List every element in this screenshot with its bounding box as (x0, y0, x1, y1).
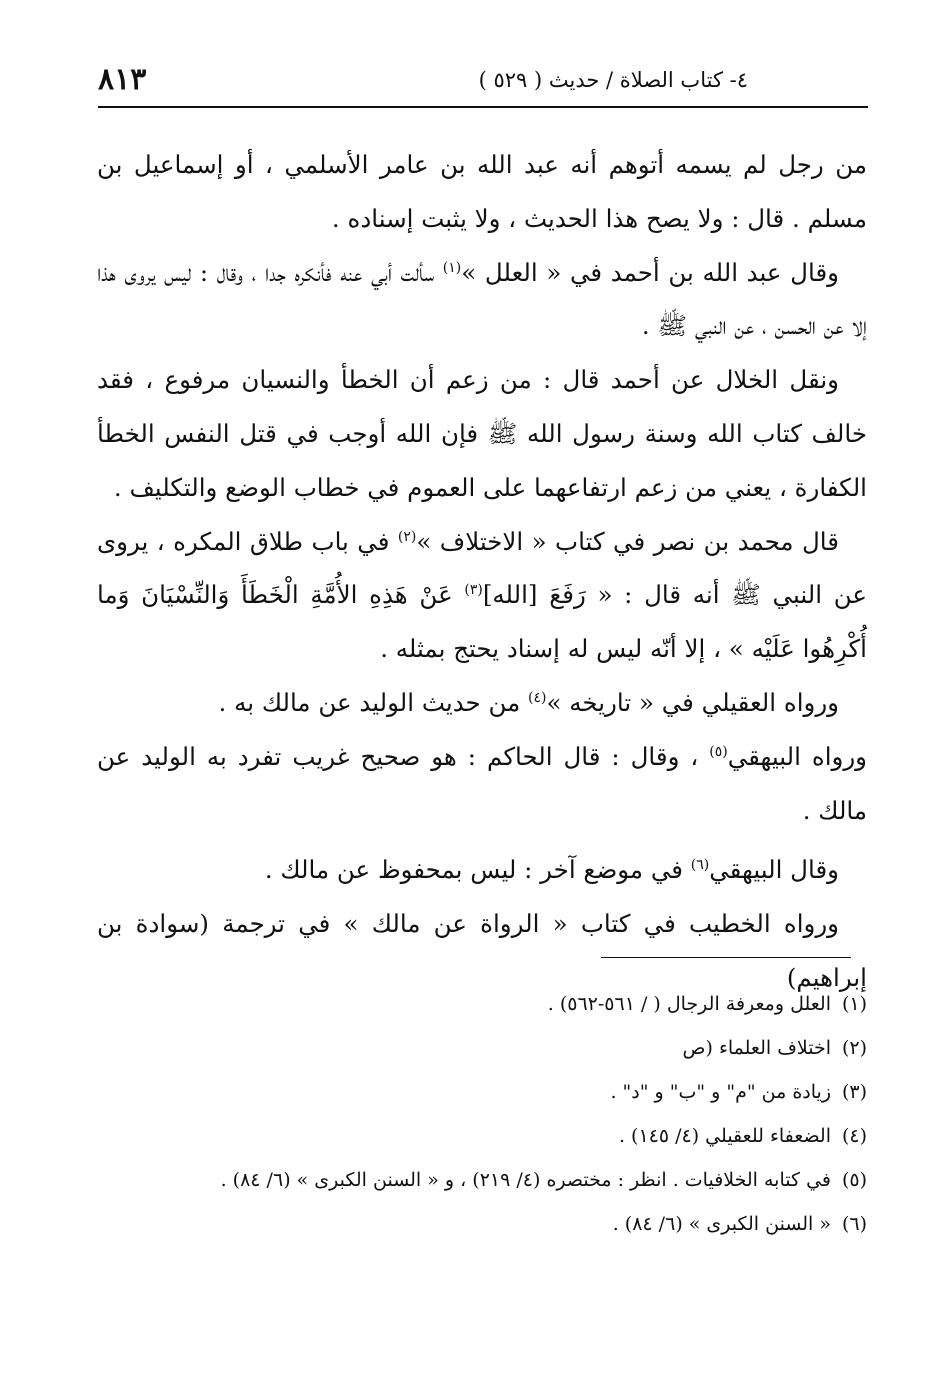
paragraph: ورواه العقيلي في « تاريخه »$^{(٤)}$ من حديث الوليد عن مالك به . (218, 687, 839, 717)
footnote-number: (٢) (841, 1037, 867, 1059)
footnote-ref: (١) (442, 259, 462, 276)
footnote-text: « السنن الكبرى » (٦/ ٨٤) . (612, 1213, 831, 1235)
running-title: ٤- كتاب الصلاة / حديث ( ٥٢٩ ) (478, 68, 748, 92)
footnote-number: (١) (841, 993, 867, 1015)
paragraph: قال محمد بن نصر في كتاب « الاختلاف »$^{(٢)}$ في باب طلاق المكره ، يروى عن النبي ﷺ أنه قال : « رَفَعَ [الله]$^{(٣)}$ عَنْ هَذِهِ الأُمَّةِ الْخَطَأَ وَالنِّسْيَانَ وَما أُكْرِهُوا عَلَيْه » ، إلا أنّه ليس له إسناد يحتج بمثله . (97, 526, 867, 664)
footnote-item (77, 1114, 867, 1158)
paragraph: ونقل الخلال عن أحمد قال : من زعم أن الخطأ والنسيان مرفوع ، فقد خالف كتاب الله وسنة رسول الله ﷺ فإن الله أوجب في قتل النفس الخطأ الكفارة ، يعني من زعم ارتفاعهما على العموم في خطاب الوضع والتكليف . (97, 365, 867, 502)
footnote-ref: (٢) (397, 528, 417, 545)
paragraph: ورواه الخطيب في كتاب « الرواة عن مالك » في ترجمة (سوادة بن إبراهيم) (97, 909, 867, 992)
paragraph: من رجل لم يسمه أتوهم أنه عبد الله بن عامر الأسلمي ، أو إسماعيل بن مسلم . قال : ولا يصح هذا الحديث ، ولا يثبت إسناده . (97, 150, 867, 233)
footnote-text: زيادة من "م" و "ب" و "د" . (610, 1081, 831, 1103)
footnote-item (77, 982, 867, 1026)
footnote-item (77, 1202, 867, 1246)
page-header (98, 62, 868, 106)
footnote-number: (٦) (841, 1213, 867, 1235)
footnote-separator (601, 957, 851, 958)
footnote-text: اختلاف العلماء (ص (682, 1037, 831, 1059)
paragraph: وقال عبد الله بن أحمد في « العلل »$^{(١)}$ سألت أبي عنه فأنكره جدا ، وقال : ليس يروى هذا إلا عن الحسن ، عن النبي ﷺ . (97, 257, 867, 341)
footnotes (77, 982, 867, 1246)
footnote-ref: (٥) (709, 743, 728, 760)
main-text (97, 138, 867, 1005)
footnote-number: (٣) (841, 1081, 867, 1103)
footnote-ref: (٣) (464, 582, 483, 599)
footnote-item (77, 1070, 867, 1114)
paragraph: وقال البيهقي$^{(٦)}$ في موضع آخر : ليس بمحفوظ عن مالك . (264, 855, 839, 885)
footnote-text: الضعفاء للعقيلي (٤/ ١٤٥) . (618, 1125, 831, 1147)
footnote-item (77, 1026, 867, 1070)
footnote-number: (٤) (841, 1125, 867, 1147)
paragraph: ورواه البيهقي$^{(٥)}$ ، وقال : قال الحاكم : هو صحيح غريب تفرد به الوليد عن مالك . (97, 741, 867, 825)
footnote-text: العلل ومعرفة الرجال ( / ٥٦١-٥٦٢) . (547, 993, 831, 1015)
header-rule (98, 106, 868, 108)
footnote-ref: (٤) (528, 689, 547, 706)
footnote-text: في كتابه الخلافيات . انظر : مختصره (٤/ ٢١٩) ، و « السنن الكبرى » (٦/ ٨٤) . (220, 1169, 831, 1191)
footnote-number: (٥) (841, 1169, 867, 1191)
footnote-ref: (٦) (690, 857, 710, 874)
footnote-item (77, 1158, 867, 1202)
page-number: ٨١٣ (98, 62, 147, 97)
